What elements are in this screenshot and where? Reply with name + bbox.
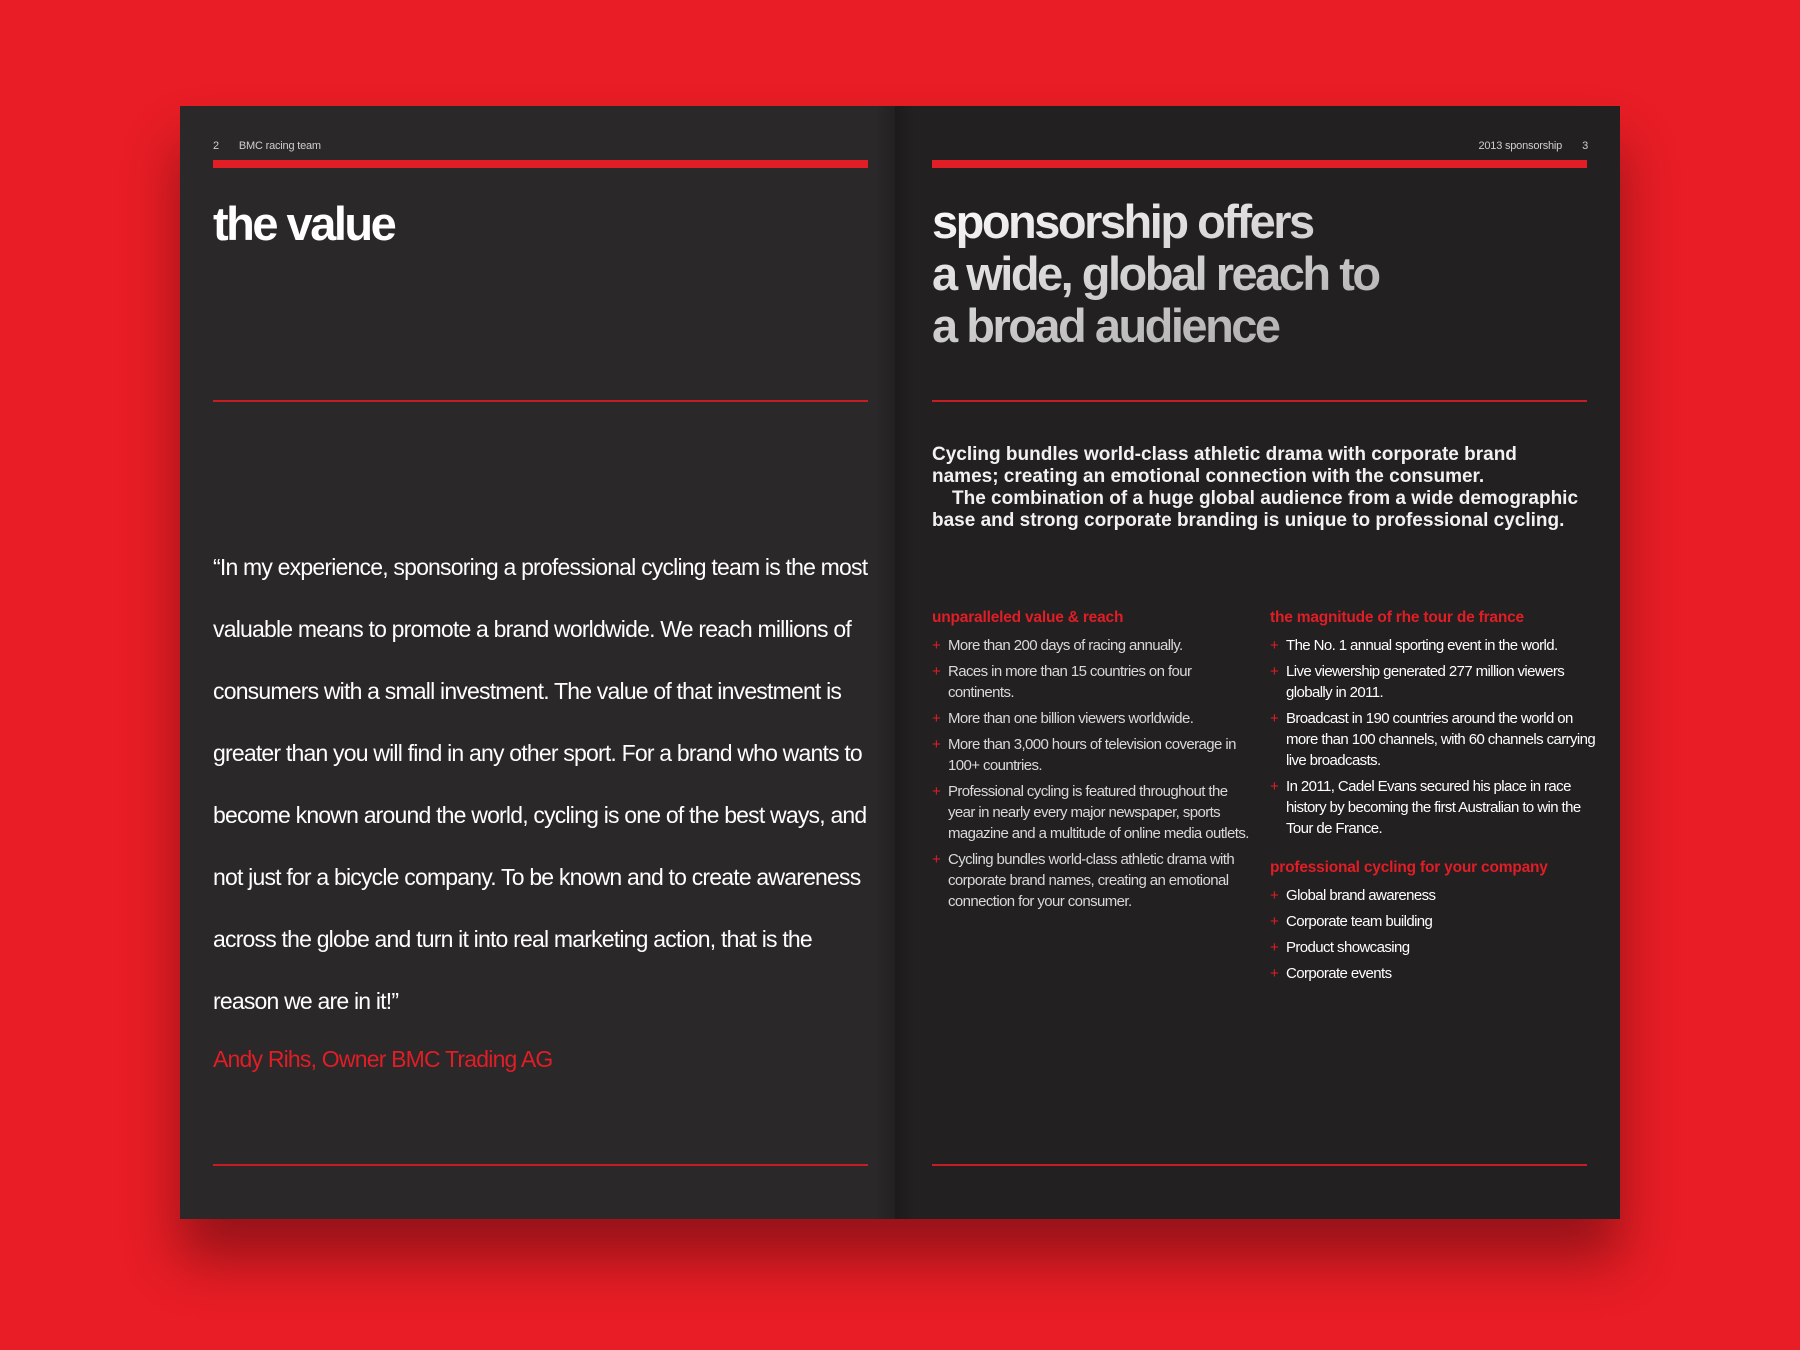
list-item: + Cycling bundles world-class athletic drama with corporate brand names, creating an emotional connection for your consumer. <box>932 851 1235 910</box>
title-line-2: a wide, global reach to <box>932 247 1379 300</box>
right-page <box>895 106 1620 1219</box>
right-title-divider <box>932 400 1587 402</box>
title-line-1: sponsorship offers <box>932 195 1313 248</box>
testimonial-quote: “In my experience, sponsoring a professional cycling team is the most valuable means to promote a brand worldwide. We reach millions of consumers with a small investment. The value of that investment is greater than you will find in any other sport. For a brand who wants to become known around the world, cycling is one of the best ways, and not just for a bicycle company. To be known and to create awareness across the globe and turn it into real marketing action, that is the reason we are in it!” <box>213 554 868 1014</box>
plus-icon: + <box>1270 939 1279 956</box>
list-item: + More than one billion viewers worldwide. <box>932 710 1194 727</box>
left-page-title: the value <box>213 197 395 250</box>
plus-icon: + <box>932 637 941 654</box>
plus-icon: + <box>932 663 941 680</box>
list-item: + Races in more than 15 countries on four continents. <box>932 663 1192 701</box>
company-list <box>1270 885 1600 984</box>
list-item: + More than 3,000 hours of television coverage in 100+ countries. <box>932 736 1236 774</box>
brochure-spread <box>180 106 1620 1219</box>
left-running-head-text: BMC racing team <box>238 140 321 152</box>
list-item: + Corporate team building <box>1270 913 1433 930</box>
right-bottom-rule <box>932 1164 1587 1166</box>
list-item: + In 2011, Cadel Evans secured his place in race history by becoming the first Australian to win the Tour de France. <box>1270 778 1581 837</box>
plus-icon: + <box>932 736 941 753</box>
value-reach-column <box>932 609 1252 932</box>
title-line-3: a broad audience <box>932 299 1279 352</box>
tour-de-france-list <box>1270 635 1600 839</box>
section-heading-value-reach: unparalleled value & reach <box>932 609 1124 626</box>
plus-icon: + <box>1270 663 1279 680</box>
right-page-number: 3 <box>1582 140 1588 152</box>
list-item: + Broadcast in 190 countries around the world on more than 100 channels, with 60 channels carrying live broadcasts. <box>1270 710 1596 769</box>
right-top-rule <box>932 160 1587 168</box>
lead-part-1: Cycling bundles world-class athletic drama with corporate brand names; creating an emotional connection with the consumer. <box>932 444 1517 487</box>
list-item: + The No. 1 annual sporting event in the world. <box>1270 637 1558 654</box>
list-item: + Professional cycling is featured throughout the year in nearly every major newspaper, sports magazine and a multitude of online media outlets. <box>932 783 1249 842</box>
section-heading-company: professional cycling for your company <box>1270 859 1548 876</box>
list-item: + Corporate events <box>1270 965 1392 982</box>
plus-icon: + <box>932 710 941 727</box>
right-page-title <box>932 196 1572 352</box>
section-heading-tour-de-france: the magnitude of rhe tour de france <box>1270 609 1524 626</box>
plus-icon: + <box>932 783 941 800</box>
left-page <box>180 106 895 1219</box>
lead-paragraph <box>932 444 1587 532</box>
left-page-number: 2 <box>213 140 219 152</box>
plus-icon: + <box>1270 778 1279 795</box>
quote-attribution: Andy Rihs, Owner BMC Trading AG <box>213 1046 553 1072</box>
lead-part-2: The combination of a huge global audience from a wide demographic base and strong corporate branding is unique to professional cycling. <box>932 488 1579 531</box>
list-item: + Product showcasing <box>1270 939 1410 956</box>
left-top-rule <box>213 160 868 168</box>
plus-icon: + <box>1270 637 1279 654</box>
right-running-head-text: 2013 sponsorship <box>1478 140 1563 152</box>
left-running-head <box>213 140 321 152</box>
right-running-head <box>1478 140 1588 152</box>
left-title-divider <box>213 400 868 402</box>
value-reach-list <box>932 635 1252 912</box>
plus-icon: + <box>932 851 941 868</box>
plus-icon: + <box>1270 710 1279 727</box>
plus-icon: + <box>1270 887 1279 904</box>
plus-icon: + <box>1270 965 1279 982</box>
plus-icon: + <box>1270 913 1279 930</box>
list-item: + Global brand awareness <box>1270 887 1436 904</box>
list-item: + More than 200 days of racing annually. <box>932 637 1183 654</box>
list-item: + Live viewership generated 277 million viewers globally in 2011. <box>1270 663 1565 701</box>
tour-de-france-column <box>1270 609 1600 1004</box>
left-bottom-rule <box>213 1164 868 1166</box>
